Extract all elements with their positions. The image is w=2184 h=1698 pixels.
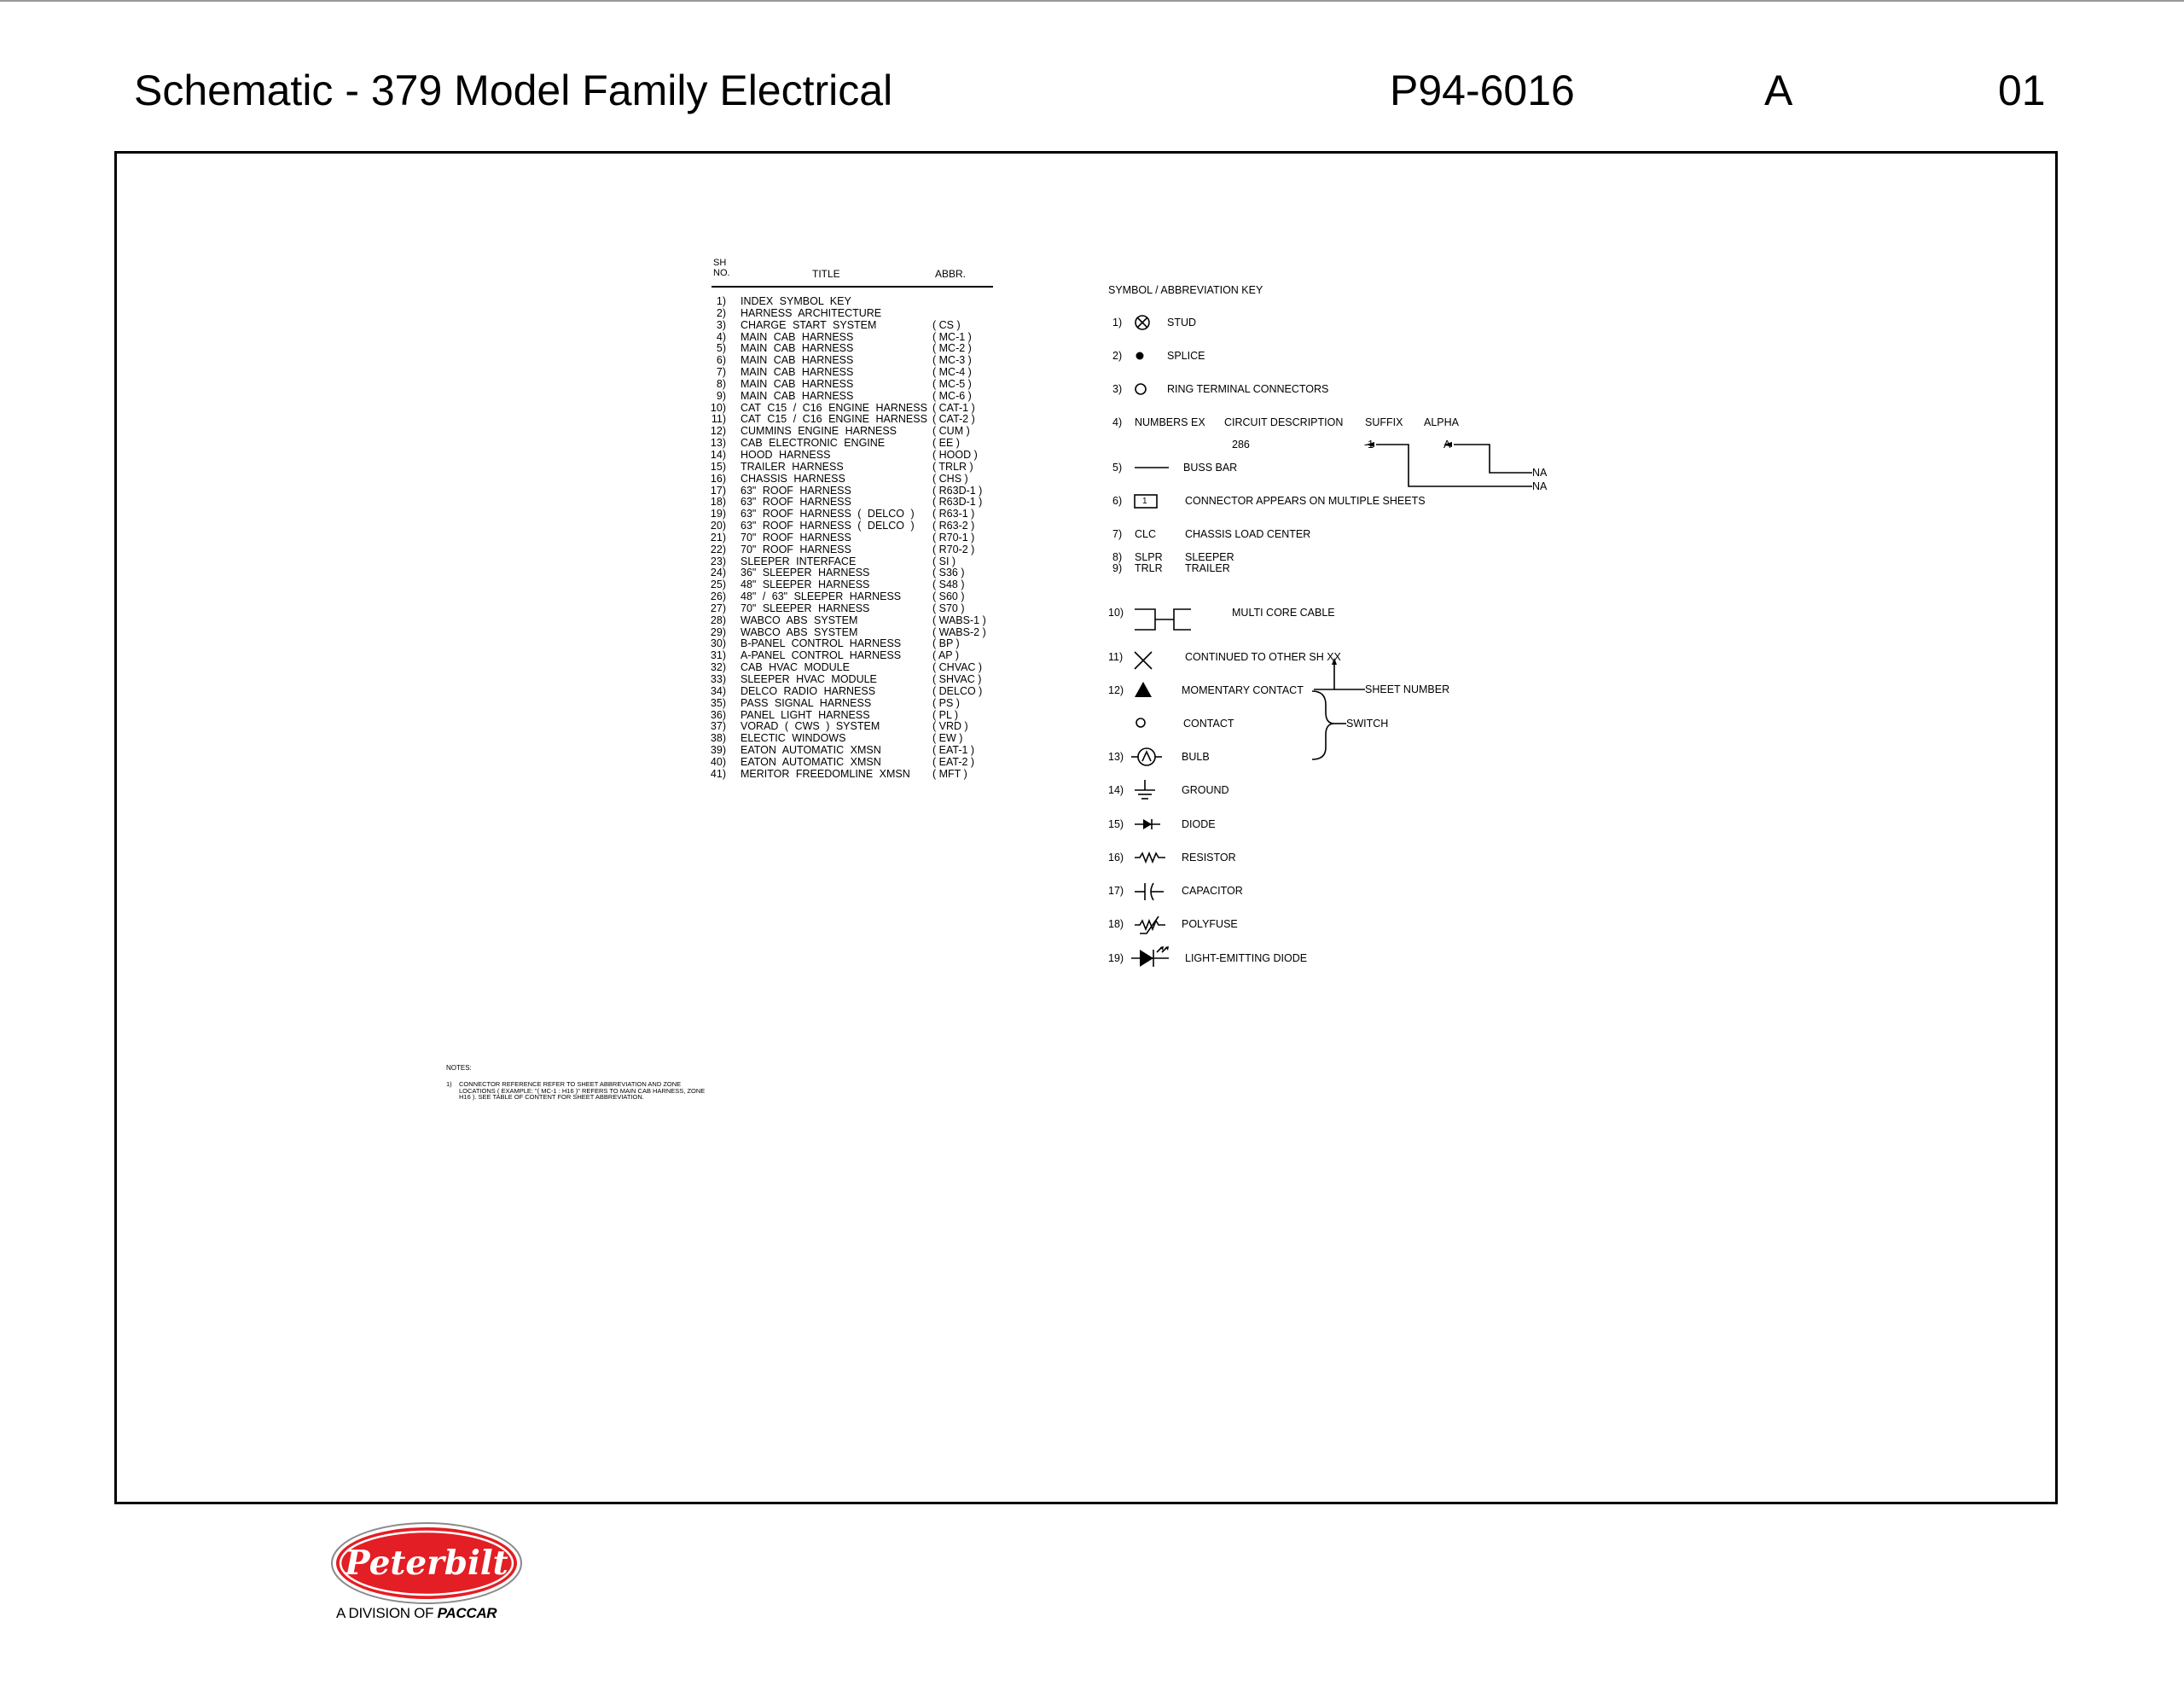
table-row (712, 367, 993, 379)
abbr-cell: ( CUM ) (932, 425, 970, 438)
drawing-frame (114, 151, 2058, 1504)
sheet-number-cell: 9) (716, 389, 726, 402)
na-label: NA (1532, 467, 1548, 479)
logo-brand-text: Peterbilt (345, 1544, 508, 1583)
table-row (712, 532, 993, 544)
table-row (712, 567, 993, 579)
table-row (712, 438, 993, 450)
sheet-number-cell: 22) (710, 543, 726, 555)
sheet-number-cell: 32) (710, 661, 726, 674)
abbr-cell: ( EAT-1 ) (932, 744, 975, 757)
table-row (712, 745, 993, 757)
abbr-cell: ( R63-1 ) (932, 508, 975, 520)
abbr-cell: ( SHVAC ) (932, 673, 982, 685)
sheet-number-cell: 18) (710, 496, 726, 509)
trailer-description: TRAILER (1185, 562, 1230, 574)
title-cell: 48" / 63" SLEEPER HARNESS (741, 590, 902, 603)
splice-icon (1136, 352, 1144, 360)
sheet-number-cell: 30) (710, 637, 726, 650)
sheet-number-cell: 40) (710, 755, 726, 768)
title-cell: PANEL LIGHT HARNESS (741, 708, 870, 721)
table-body (712, 296, 993, 781)
table-row (712, 391, 993, 403)
abbr-cell: ( DELCO ) (932, 684, 983, 697)
abbr-cell: ( S36 ) (932, 567, 965, 579)
table-row (712, 509, 993, 520)
sheet-number-cell: 13) (710, 437, 726, 450)
abbr-cell: ( R63D-1 ) (932, 496, 983, 509)
switch-brace (1312, 691, 1334, 759)
title-cell: ELECTIC WINDOWS (741, 732, 846, 745)
table-row (712, 355, 993, 367)
title-cell: TRAILER HARNESS (741, 460, 844, 473)
table-row (712, 686, 993, 698)
title-cell: 36" SLEEPER HARNESS (741, 567, 870, 579)
title-cell: CAT C15 / C16 ENGINE HARNESS (741, 413, 927, 426)
sheet-number-cell: 3) (716, 318, 726, 331)
abbr-cell: ( MC-1 ) (932, 330, 972, 343)
multi-core-cable-icon (1135, 609, 1155, 630)
clc-description: CHASSIS LOAD CENTER (1185, 528, 1311, 540)
alpha-label: ALPHA (1424, 416, 1459, 428)
sheet-number-cell: 24) (710, 567, 726, 579)
abbr-cell: ( MC-2 ) (932, 342, 972, 355)
sheet-number-cell: 25) (710, 579, 726, 591)
item-number: 2) (1112, 350, 1123, 362)
table-row (712, 474, 993, 486)
sheet-number-cell: 20) (710, 520, 726, 532)
abbr-cell: ( R63D-1 ) (932, 484, 983, 497)
table-row (712, 638, 993, 650)
sheet-number-cell: 27) (710, 602, 726, 614)
sheet-index-table (712, 255, 993, 781)
sheet-number-cell: 28) (710, 613, 726, 626)
abbr-cell: ( HOOD ) (932, 448, 978, 461)
switch-label: SWITCH (1346, 718, 1389, 730)
abbr-cell: ( S60 ) (932, 590, 965, 603)
item-number: 19) (1108, 952, 1124, 964)
sheet-number-cell: 19) (710, 508, 726, 520)
ring-terminal-icon (1136, 384, 1146, 394)
trlr-abbr: TRLR (1135, 562, 1163, 574)
table-row (712, 615, 993, 627)
item-number: 11) (1108, 651, 1124, 663)
title-cell: 70" ROOF HARNESS (741, 543, 851, 555)
title-cell: B-PANEL CONTROL HARNESS (741, 637, 902, 650)
sheet-number-cell: 7) (716, 366, 726, 379)
title-cell: CAT C15 / C16 ENGINE HARNESS (741, 401, 927, 414)
title-cell: CUMMINS ENGINE HARNESS (741, 425, 897, 438)
page-title: Schematic - 379 Model Family Electrical (134, 67, 893, 114)
sheet-number-cell: 14) (710, 448, 726, 461)
abbr-cell: ( TRLR ) (932, 460, 973, 473)
item-number: 8) (1112, 551, 1123, 563)
title-cell: 48" SLEEPER HARNESS (741, 579, 870, 591)
abbr-cell: ( CAT-1 ) (932, 401, 975, 414)
abbr-cell: ( S48 ) (932, 579, 965, 591)
na-label: NA (1532, 480, 1548, 492)
abbr-cell: ( MC-6 ) (932, 389, 972, 402)
table-row (712, 721, 993, 733)
resistor-icon (1135, 853, 1165, 862)
title-cell: CAB ELECTRONIC ENGINE (741, 437, 886, 450)
sheet-number-cell: 36) (710, 708, 726, 721)
item-number: 18) (1108, 918, 1124, 930)
abbr-cell: ( R70-1 ) (932, 531, 975, 544)
sheet-number-cell: 6) (716, 354, 726, 367)
logo-tagline: A DIVISION OF (336, 1605, 434, 1621)
title-cell: 70" ROOF HARNESS (741, 531, 851, 544)
table-row (712, 733, 993, 745)
item-number: 3) (1112, 383, 1123, 395)
title-cell: CHASSIS HARNESS (741, 472, 845, 485)
title-cell: SLEEPER INTERFACE (741, 555, 857, 567)
table-row (712, 710, 993, 722)
abbr-cell: ( PS ) (932, 696, 960, 709)
symbol-key-heading: SYMBOL / ABBREVIATION KEY (1108, 284, 1263, 296)
item-number: 16) (1108, 852, 1124, 864)
table-row (712, 769, 993, 781)
table-row (712, 403, 993, 415)
table-row (712, 343, 993, 355)
sheet-number-cell: 39) (710, 744, 726, 757)
sleeper-description: SLEEPER (1185, 551, 1234, 563)
sheet-number-cell: 4) (716, 330, 726, 343)
contact-icon (1136, 718, 1145, 727)
sheet-number-cell: 5) (716, 342, 726, 355)
table-row (712, 296, 993, 308)
table-row (712, 450, 993, 462)
table-row (712, 650, 993, 662)
table-row (712, 486, 993, 497)
title-cell: 70" SLEEPER HARNESS (741, 602, 870, 614)
table-row (712, 497, 993, 509)
sheet-number-cell: 37) (710, 720, 726, 733)
table-row (712, 591, 993, 603)
abbr-cell: ( MC-3 ) (932, 354, 972, 367)
revision-letter: A (1764, 67, 1793, 114)
abbr-cell: ( EW ) (932, 732, 963, 745)
table-row (712, 757, 993, 769)
ring-terminal-label: RING TERMINAL CONNECTORS (1167, 383, 1329, 395)
numbers-ex-label: NUMBERS EX (1135, 416, 1205, 428)
item-number: 12) (1108, 684, 1124, 696)
circuit-description-label: CIRCUIT DESCRIPTION (1224, 416, 1344, 428)
title-header: TITLE (812, 268, 840, 280)
abbr-cell: ( PL ) (932, 708, 959, 721)
connector-sheet-number: 1 (1142, 497, 1147, 506)
table-row (712, 520, 993, 532)
item-number: 15) (1108, 818, 1124, 830)
momentary-contact-label: MOMENTARY CONTACT (1182, 684, 1304, 696)
sheet-number-cell: 41) (710, 767, 726, 780)
table-row (712, 674, 993, 686)
table-row (712, 627, 993, 639)
title-cell: WABCO ABS SYSTEM (741, 613, 858, 626)
title-cell: MAIN CAB HARNESS (741, 330, 854, 343)
splice-label: SPLICE (1167, 350, 1205, 362)
table-row (712, 544, 993, 556)
abbr-cell: ( VRD ) (932, 720, 968, 733)
table-row (712, 603, 993, 615)
sheet-number-cell: 8) (716, 377, 726, 390)
sheet-number-cell: 15) (710, 460, 726, 473)
sheet-number-cell: 33) (710, 673, 726, 685)
abbr-cell: ( EE ) (932, 437, 960, 450)
table-row (712, 379, 993, 391)
title-cell: MERITOR FREEDOMLINE XMSN (741, 767, 910, 780)
symbol-key (1106, 282, 1618, 981)
example-alpha: A (1443, 439, 1451, 451)
sheet-number-cell: 26) (710, 590, 726, 603)
table-row (712, 698, 993, 710)
sheet-number-cell: 10) (710, 401, 726, 414)
connector-multi-label: CONNECTOR APPEARS ON MULTIPLE SHEETS (1185, 495, 1426, 507)
item-number: 17) (1108, 885, 1124, 897)
sheet-number-cell: 1) (716, 295, 726, 307)
item-number: 10) (1108, 607, 1124, 619)
table-row (712, 426, 993, 438)
item-number: 6) (1112, 495, 1123, 507)
clc-abbr: CLC (1135, 528, 1157, 540)
table-row (712, 414, 993, 426)
buss-bar-label: BUSS BAR (1183, 462, 1238, 474)
title-cell: EATON AUTOMATIC XMSN (741, 744, 881, 757)
slpr-abbr: SLPR (1135, 551, 1163, 563)
table-row (712, 332, 993, 344)
item-number: 5) (1112, 462, 1123, 474)
sheet-number-cell: 11) (711, 413, 726, 426)
title-cell: A-PANEL CONTROL HARNESS (741, 649, 902, 662)
table-row (712, 462, 993, 474)
title-cell: MAIN CAB HARNESS (741, 342, 854, 355)
sheet-number-cell: 29) (710, 625, 726, 638)
table-row (712, 308, 993, 320)
abbr-cell: ( MC-4 ) (932, 366, 972, 379)
title-cell: MAIN CAB HARNESS (741, 389, 854, 402)
title-cell: DELCO RADIO HARNESS (741, 684, 876, 697)
note-text: CONNECTOR REFERENCE REFER TO SHEET ABBREVIATION AND ZONE LOCATIONS ( EXAMPLE: "( MC-1 : H16 )" REFERS TO MAIN CAB HARNESS, ZONE H16 ). SEE TABLE OF CONTENT FOR SHEET ABBREVIATION. (459, 1080, 706, 1101)
example-suffix: -1 (1364, 439, 1374, 451)
item-number: 13) (1108, 751, 1124, 763)
table-header (712, 255, 993, 288)
title-cell: 63" ROOF HARNESS ( DELCO ) (741, 508, 915, 520)
item-number: 1) (1112, 317, 1123, 329)
abbr-cell: ( BP ) (932, 637, 960, 650)
capacitor-label: CAPACITOR (1182, 885, 1243, 897)
table-row (712, 579, 993, 591)
sheet-number-cell: 34) (710, 684, 726, 697)
abbr-cell: ( CS ) (932, 318, 961, 331)
sheet-number-cell: 35) (710, 696, 726, 709)
polyfuse-label: POLYFUSE (1182, 918, 1238, 930)
title-cell: INDEX SYMBOL KEY (741, 295, 851, 307)
abbr-cell: ( WABS-1 ) (932, 613, 986, 626)
abbr-cell: ( EAT-2 ) (932, 755, 975, 768)
continued-label: CONTINUED TO OTHER SH XX (1185, 651, 1341, 663)
peterbilt-logo (329, 1521, 526, 1623)
sheet-no-header: SH NO. (713, 258, 730, 278)
title-cell: VORAD ( CWS ) SYSTEM (741, 720, 880, 733)
multi-core-label: MULTI CORE CABLE (1232, 607, 1335, 619)
table-row (712, 662, 993, 674)
title-cell: CHARGE START SYSTEM (741, 318, 877, 331)
item-number: 4) (1112, 416, 1123, 428)
abbr-cell: ( AP ) (932, 649, 960, 662)
abbr-cell: ( R70-2 ) (932, 543, 975, 555)
sheet-number-cell: 23) (710, 555, 726, 567)
title-cell: 63" ROOF HARNESS (741, 496, 851, 509)
title-cell: HOOD HARNESS (741, 448, 831, 461)
title-cell: EATON AUTOMATIC XMSN (741, 755, 881, 768)
abbr-cell: ( CHS ) (932, 472, 968, 485)
sheet-number-cell: 21) (710, 531, 726, 544)
abbr-cell: ( SI ) (932, 555, 956, 567)
title-cell: PASS SIGNAL HARNESS (741, 696, 872, 709)
contact-label: CONTACT (1183, 718, 1234, 730)
note-number: 1) (446, 1080, 452, 1088)
item-number: 9) (1112, 562, 1123, 574)
abbr-cell: ( MFT ) (932, 767, 967, 780)
abbr-cell: ( MC-5 ) (932, 377, 972, 390)
sheet-number-cell: 2) (716, 306, 726, 319)
abbr-cell: ( WABS-2 ) (932, 625, 986, 638)
abbr-cell: ( S70 ) (932, 602, 965, 614)
sheet-number-cell: 12) (710, 425, 726, 438)
abbr-header: ABBR. (935, 268, 967, 280)
document-number: P94-6016 (1390, 67, 1575, 114)
stud-label: STUD (1167, 317, 1197, 329)
top-border-line (0, 0, 2184, 2)
sheet-number-cell: 17) (710, 484, 726, 497)
title-cell: MAIN CAB HARNESS (741, 377, 854, 390)
title-cell: MAIN CAB HARNESS (741, 366, 854, 379)
title-cell: SLEEPER HVAC MODULE (741, 673, 877, 685)
suffix-label: SUFFIX (1365, 416, 1403, 428)
sheet-number-cell: 16) (710, 472, 726, 485)
resistor-label: RESISTOR (1182, 852, 1236, 864)
sheet-number-cell: 38) (710, 732, 726, 745)
title-cell: 63" ROOF HARNESS (741, 484, 851, 497)
ground-label: GROUND (1182, 784, 1229, 796)
paccar-wordmark: PACCAR (437, 1605, 497, 1621)
momentary-contact-icon (1135, 682, 1152, 697)
abbr-cell: ( CHVAC ) (932, 661, 983, 674)
title-cell: CAB HVAC MODULE (741, 661, 850, 674)
title-cell: WABCO ABS SYSTEM (741, 625, 858, 638)
title-cell: 63" ROOF HARNESS ( DELCO ) (741, 520, 915, 532)
title-cell: HARNESS ARCHITECTURE (741, 306, 882, 319)
notes-block (446, 1064, 706, 1101)
title-cell: MAIN CAB HARNESS (741, 354, 854, 367)
example-number: 286 (1232, 439, 1250, 451)
sheet-number-cell: 31) (710, 649, 726, 662)
table-row (712, 320, 993, 332)
diode-label: DIODE (1182, 818, 1216, 830)
item-number: 14) (1108, 784, 1124, 796)
item-number: 7) (1112, 528, 1123, 540)
sheet-number: 01 (1998, 67, 2046, 114)
abbr-cell: ( CAT-2 ) (932, 413, 975, 426)
notes-heading: NOTES: (446, 1064, 472, 1072)
bulb-label: BULB (1182, 751, 1210, 763)
table-row (712, 556, 993, 568)
led-label: LIGHT-EMITTING DIODE (1185, 952, 1308, 964)
abbr-cell: ( R63-2 ) (932, 520, 975, 532)
sheet-number-label: SHEET NUMBER (1365, 683, 1450, 695)
